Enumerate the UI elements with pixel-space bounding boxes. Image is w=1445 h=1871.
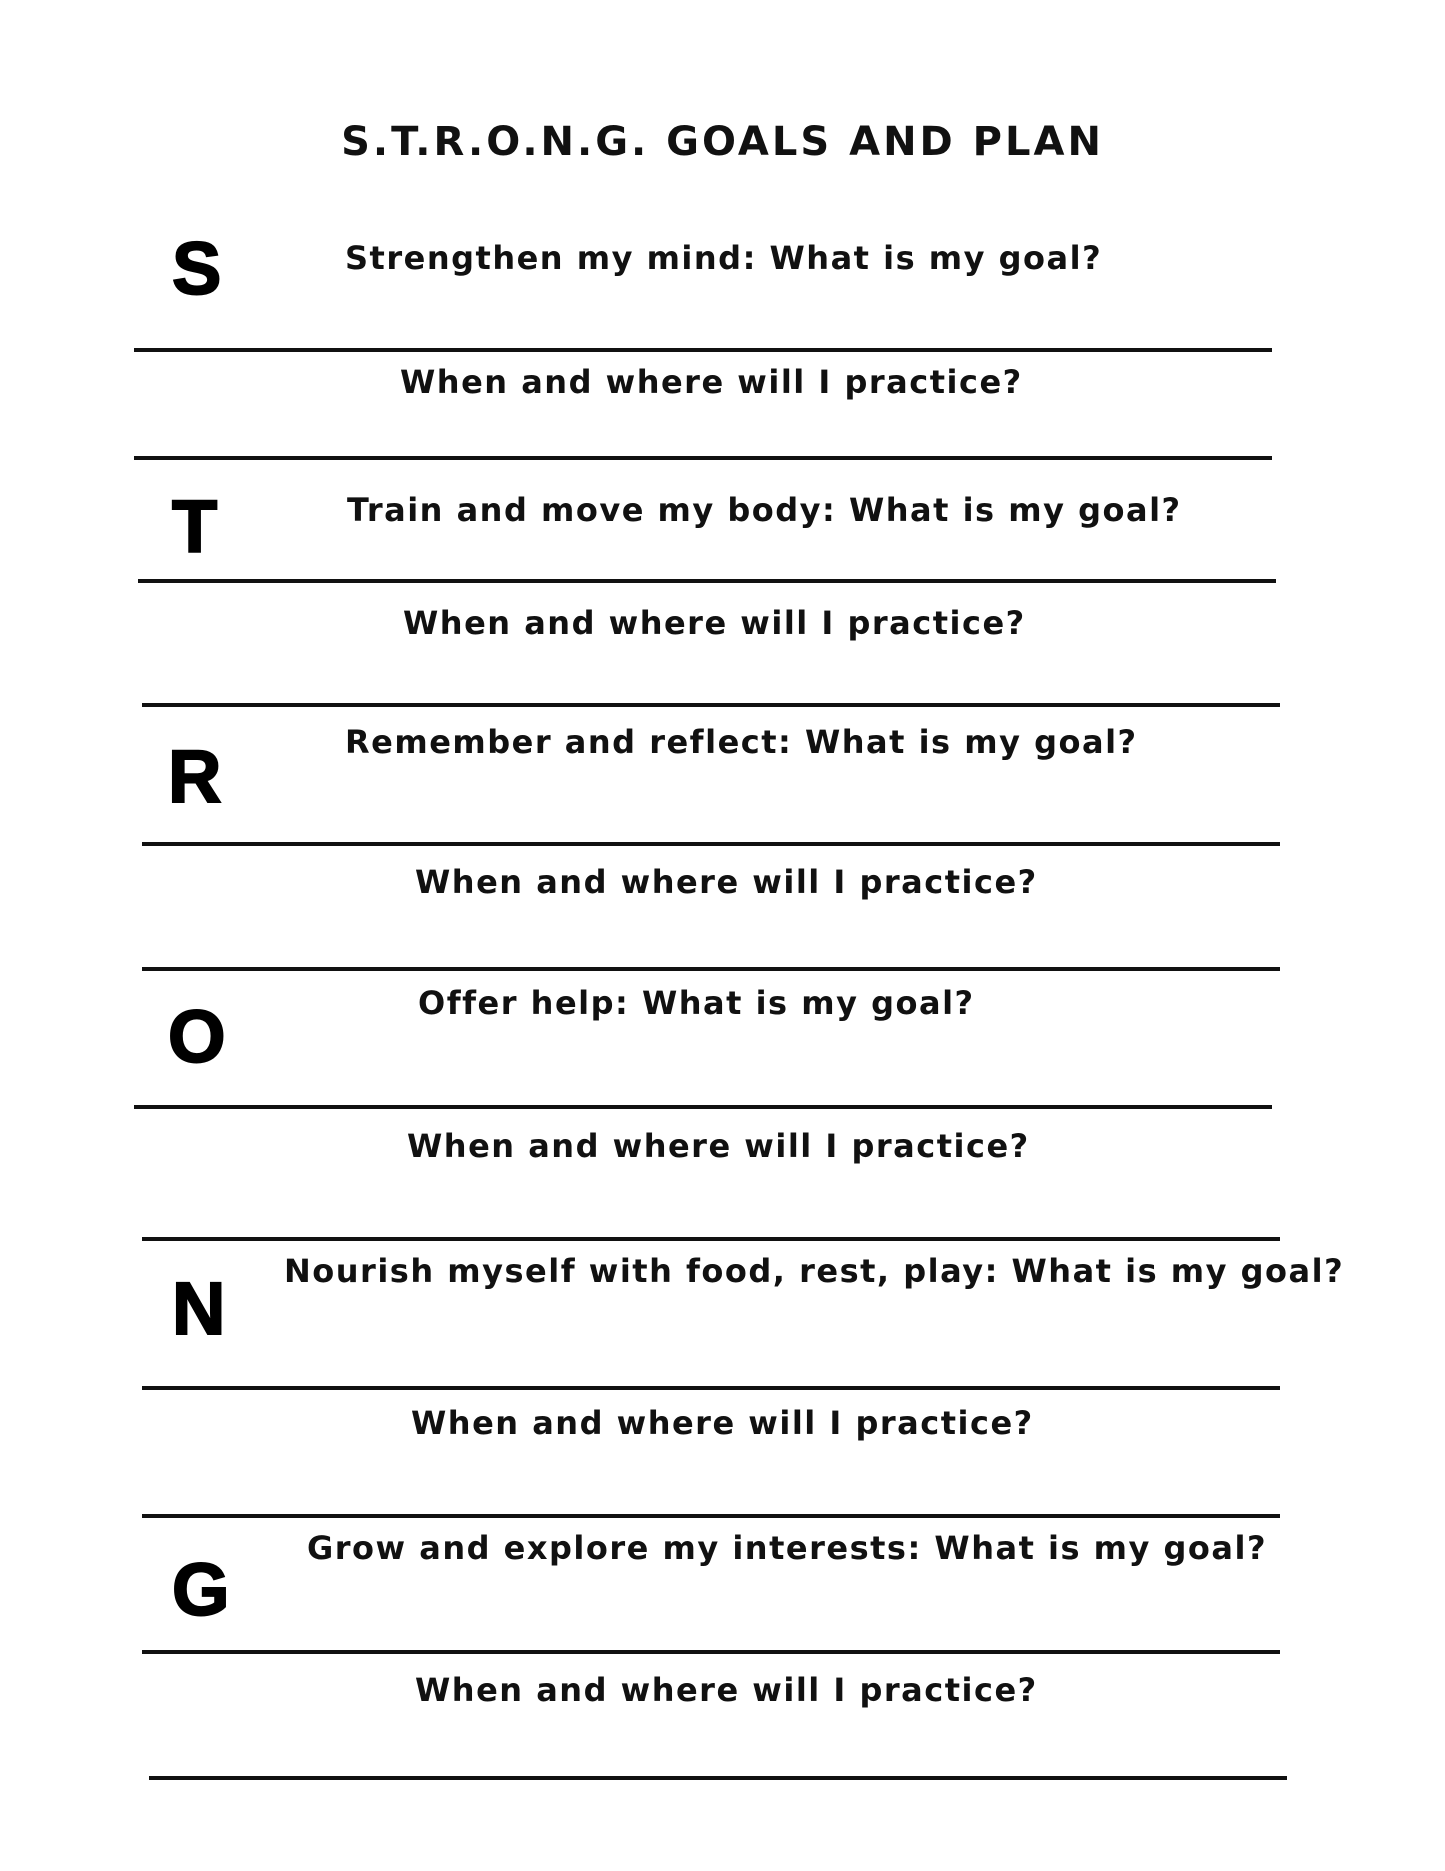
goal-prompt-r: Remember and reflect: What is my goal? bbox=[345, 723, 1138, 761]
plan-answer-line-g[interactable] bbox=[149, 1776, 1287, 1780]
plan-answer-line-r[interactable] bbox=[142, 967, 1280, 971]
plan-answer-line-o[interactable] bbox=[142, 1237, 1280, 1241]
goal-answer-line-r[interactable] bbox=[142, 842, 1280, 846]
goal-answer-line-s[interactable] bbox=[134, 348, 1272, 352]
goal-prompt-o: Offer help: What is my goal? bbox=[418, 984, 975, 1022]
goal-prompt-n: Nourish myself with food, rest, play: What is my goal? bbox=[284, 1252, 1345, 1290]
plan-prompt-t: When and where will I practice? bbox=[403, 604, 1026, 642]
goal-answer-line-n[interactable] bbox=[142, 1386, 1280, 1390]
section-letter-n: N bbox=[172, 1267, 226, 1350]
section-letter-g: G bbox=[172, 1548, 230, 1631]
goal-answer-line-o[interactable] bbox=[134, 1105, 1272, 1109]
section-letter-r: R bbox=[168, 735, 222, 818]
plan-answer-line-n[interactable] bbox=[142, 1514, 1280, 1518]
section-letter-t: T bbox=[172, 485, 218, 568]
section-letter-s: S bbox=[172, 227, 222, 310]
section-letter-o: O bbox=[168, 995, 226, 1078]
plan-answer-line-s[interactable] bbox=[134, 456, 1272, 460]
plan-answer-line-t[interactable] bbox=[142, 703, 1280, 707]
goal-prompt-g: Grow and explore my interests: What is my goal? bbox=[307, 1529, 1268, 1567]
goal-prompt-t: Train and move my body: What is my goal? bbox=[347, 491, 1182, 529]
plan-prompt-n: When and where will I practice? bbox=[411, 1404, 1034, 1442]
plan-prompt-g: When and where will I practice? bbox=[415, 1671, 1038, 1709]
goal-answer-line-t[interactable] bbox=[138, 579, 1276, 583]
page-title: S.T.R.O.N.G. GOALS AND PLAN bbox=[341, 119, 1104, 165]
plan-prompt-s: When and where will I practice? bbox=[400, 363, 1023, 401]
goal-answer-line-g[interactable] bbox=[142, 1650, 1280, 1654]
plan-prompt-o: When and where will I practice? bbox=[407, 1127, 1030, 1165]
plan-prompt-r: When and where will I practice? bbox=[415, 863, 1038, 901]
goal-prompt-s: Strengthen my mind: What is my goal? bbox=[345, 239, 1103, 277]
